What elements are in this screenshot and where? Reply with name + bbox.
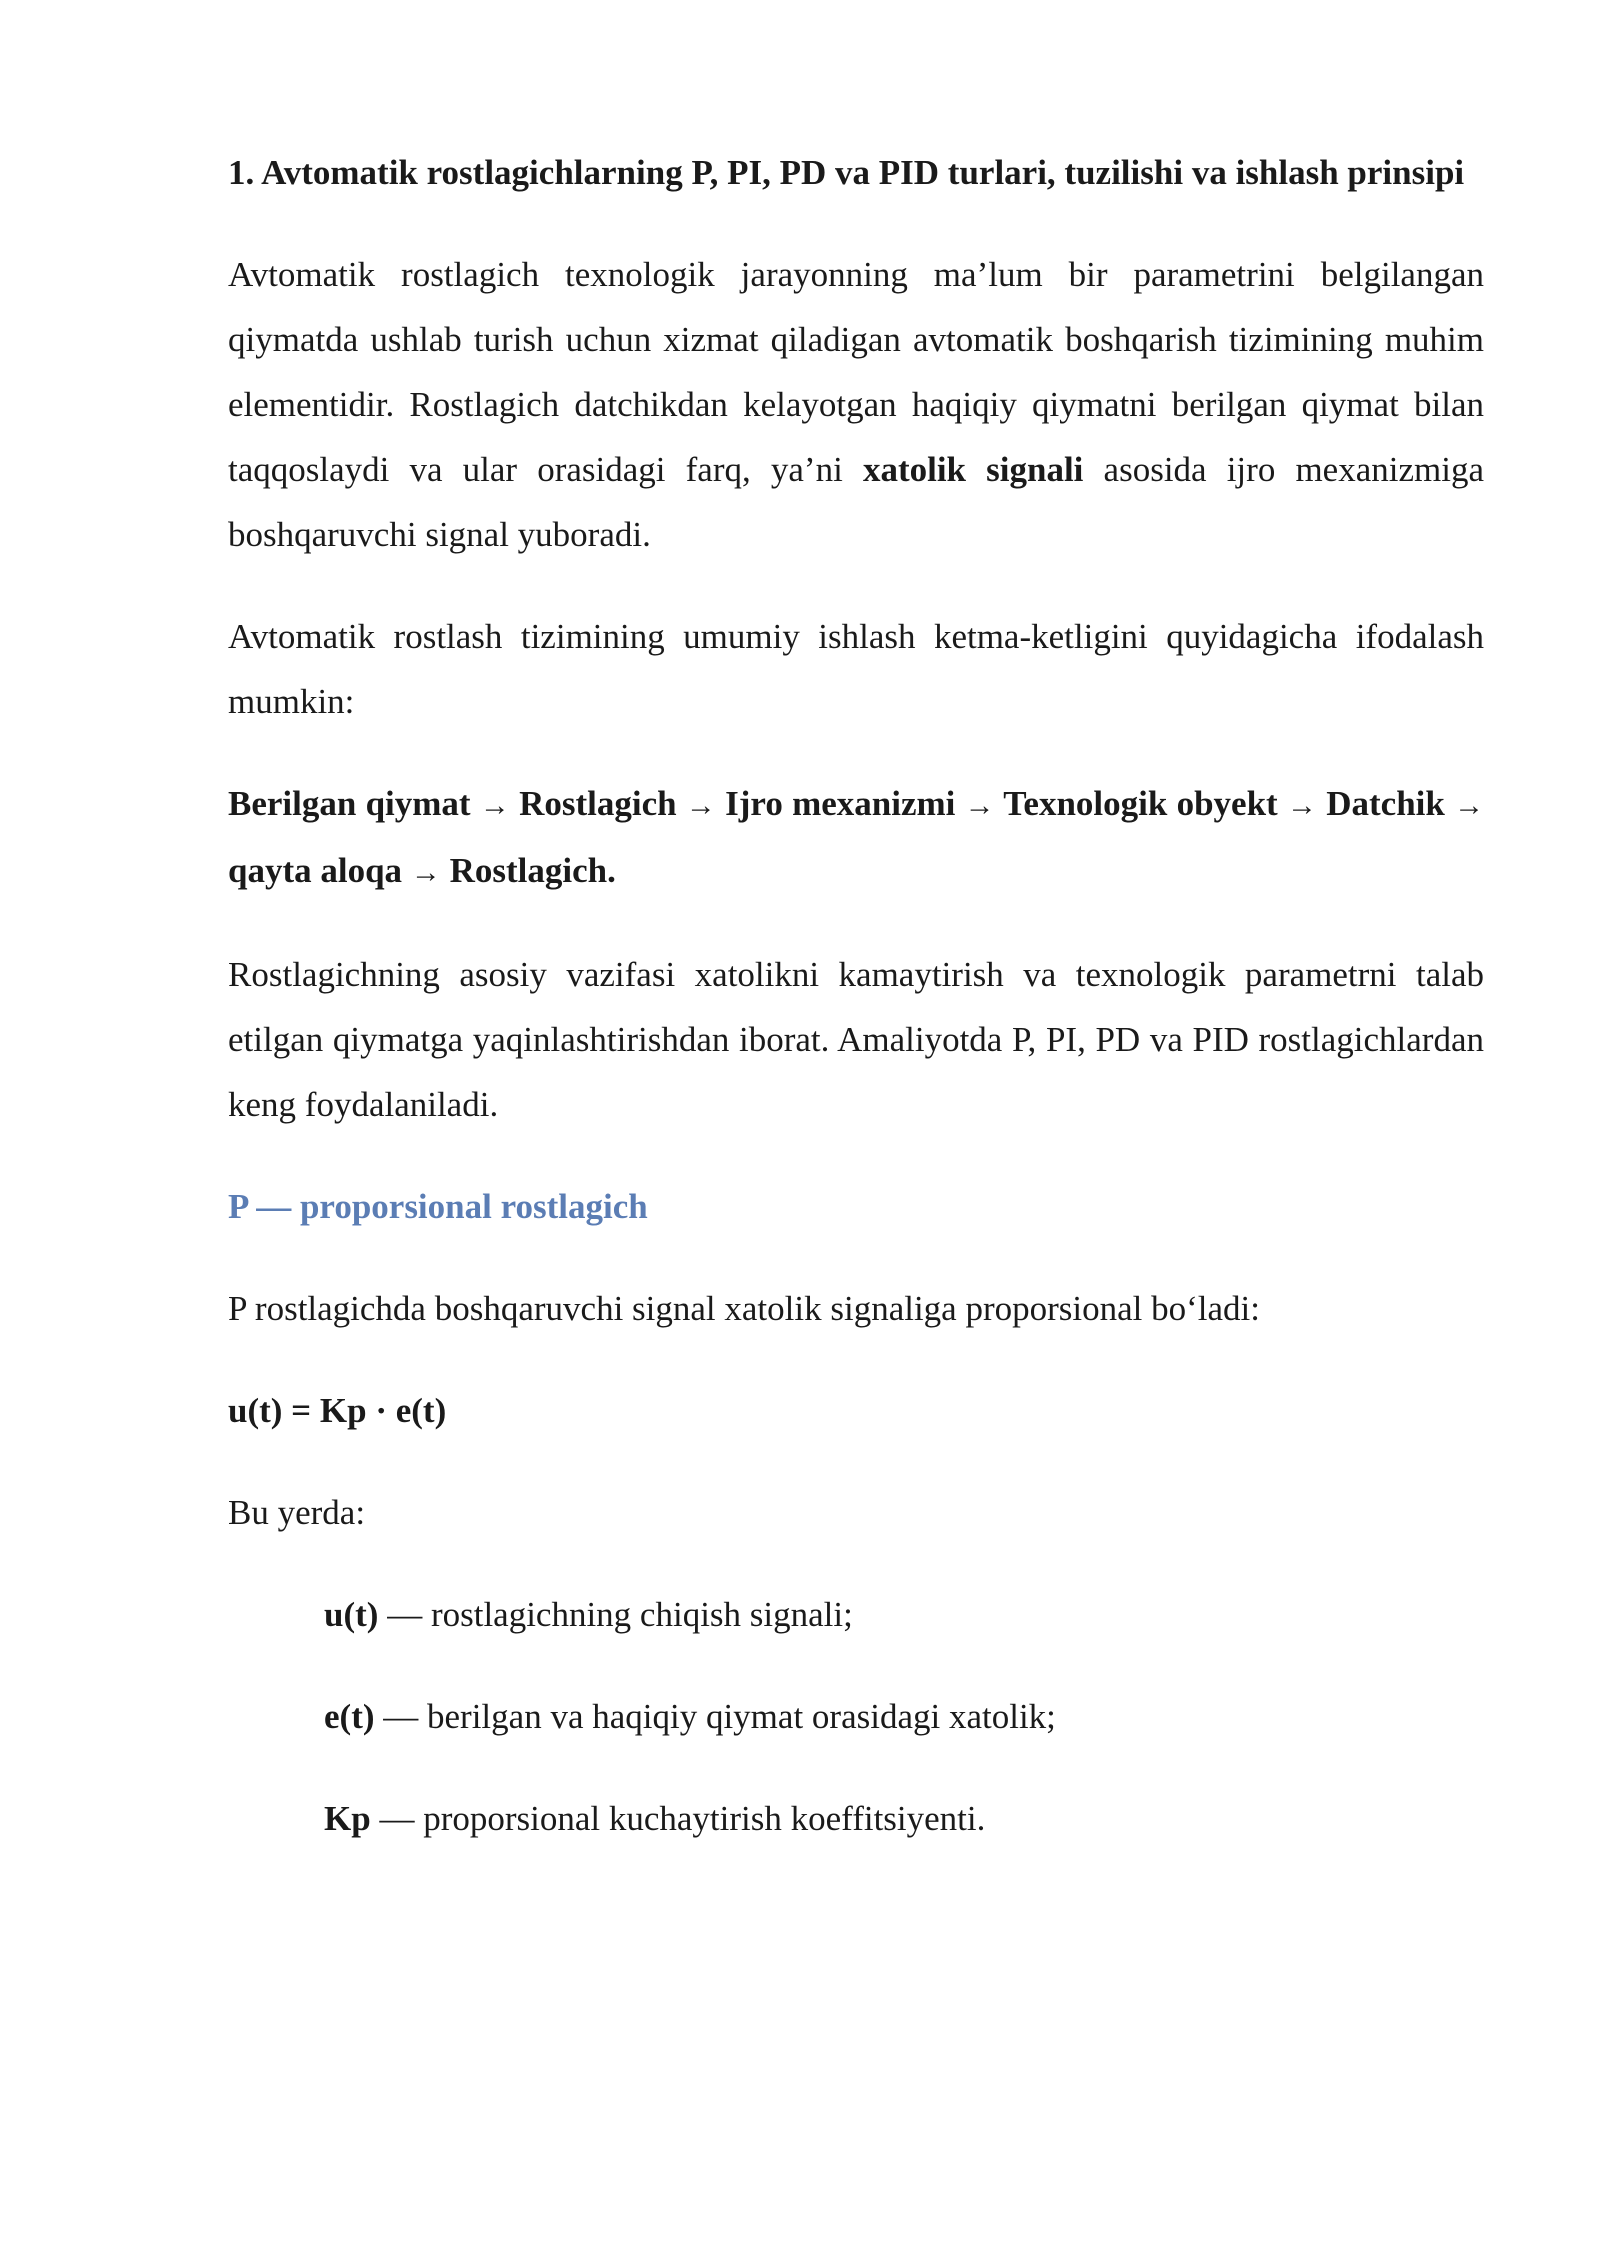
flow-step: Rostlagich xyxy=(519,784,677,823)
subsection-heading: P — proporsional rostlagich xyxy=(228,1187,648,1226)
flow-step: Texnologik obyekt xyxy=(1003,784,1278,823)
paragraph-sequence-intro: Avtomatik rostlash tizimining umumiy ishlash ketma-ketligini quyidagicha ifodalash mumkin: xyxy=(228,617,1484,721)
arrow-right-icon: → xyxy=(685,789,716,822)
document-page xyxy=(228,140,1484,1888)
paragraph-intro xyxy=(228,242,1484,567)
arrow-right-icon: → xyxy=(964,789,995,822)
flow-step: Datchik xyxy=(1326,784,1445,823)
flow-step: Berilgan qiymat xyxy=(228,784,471,823)
definition-text: — proporsional kuchaytirish koeffitsiyenti. xyxy=(370,1799,986,1838)
definition-item xyxy=(324,1582,1484,1647)
definition-item xyxy=(324,1684,1484,1749)
arrow-right-icon: → xyxy=(410,856,441,889)
definition-text: — berilgan va haqiqiy qiymat orasidagi xatolik; xyxy=(374,1697,1056,1736)
paragraph-intro-text: Avtomatik rostlagich texnologik jarayonning ma’lum bir parametrini belgilangan qiymatda ushlab turish uchun xizmat qiladigan avtomatik boshqarish tizimining muhim elementidir. Rostlagich datchikdan kelayotgan haqiqiy qiymatni berilgan qiymat bilan taqqoslaydi va ular orasidagi farq, ya’ni xyxy=(228,255,1484,489)
flow-step: qayta aloqa xyxy=(228,851,403,890)
definition-term: u(t) xyxy=(324,1595,379,1634)
definition-text: — rostlagichning chiqish signali; xyxy=(378,1595,853,1634)
paragraph-p-controller: P rostlagichda boshqaruvchi signal xatolik signaliga proporsional bo‘ladi: xyxy=(228,1289,1260,1328)
formula: u(t) = Kp · e(t) xyxy=(228,1391,447,1430)
definition-item xyxy=(324,1786,1484,1851)
where-label: Bu yerda: xyxy=(228,1493,366,1532)
flow-step: Ijro mexanizmi xyxy=(725,784,956,823)
definition-list xyxy=(228,1582,1484,1851)
paragraph-intro-text-end: asosida ijro mexanizmiga boshqaruvchi signal yuboradi. xyxy=(228,450,1484,554)
definition-term: Kp xyxy=(324,1799,371,1838)
definition-term: e(t) xyxy=(324,1697,375,1736)
error-signal-term: xatolik signali xyxy=(862,450,1084,489)
arrow-right-icon: → xyxy=(1286,789,1317,822)
section-heading: 1. Avtomatik rostlagichlarning P, PI, PD va PID turlari, tuzilishi va ishlash prinsipi xyxy=(228,153,1465,192)
arrow-right-icon: → xyxy=(1454,789,1485,822)
control-flow-sequence xyxy=(228,771,1484,905)
arrow-right-icon: → xyxy=(479,789,510,822)
flow-step: Rostlagich. xyxy=(449,851,616,890)
paragraph-purpose: Rostlagichning asosiy vazifasi xatolikni kamaytirish va texnologik parametrni talab etilgan qiymatga yaqinlashtirishdan iborat. Amaliyotda P, PI, PD va PID rostlagichlardan keng foydalaniladi. xyxy=(228,955,1484,1124)
